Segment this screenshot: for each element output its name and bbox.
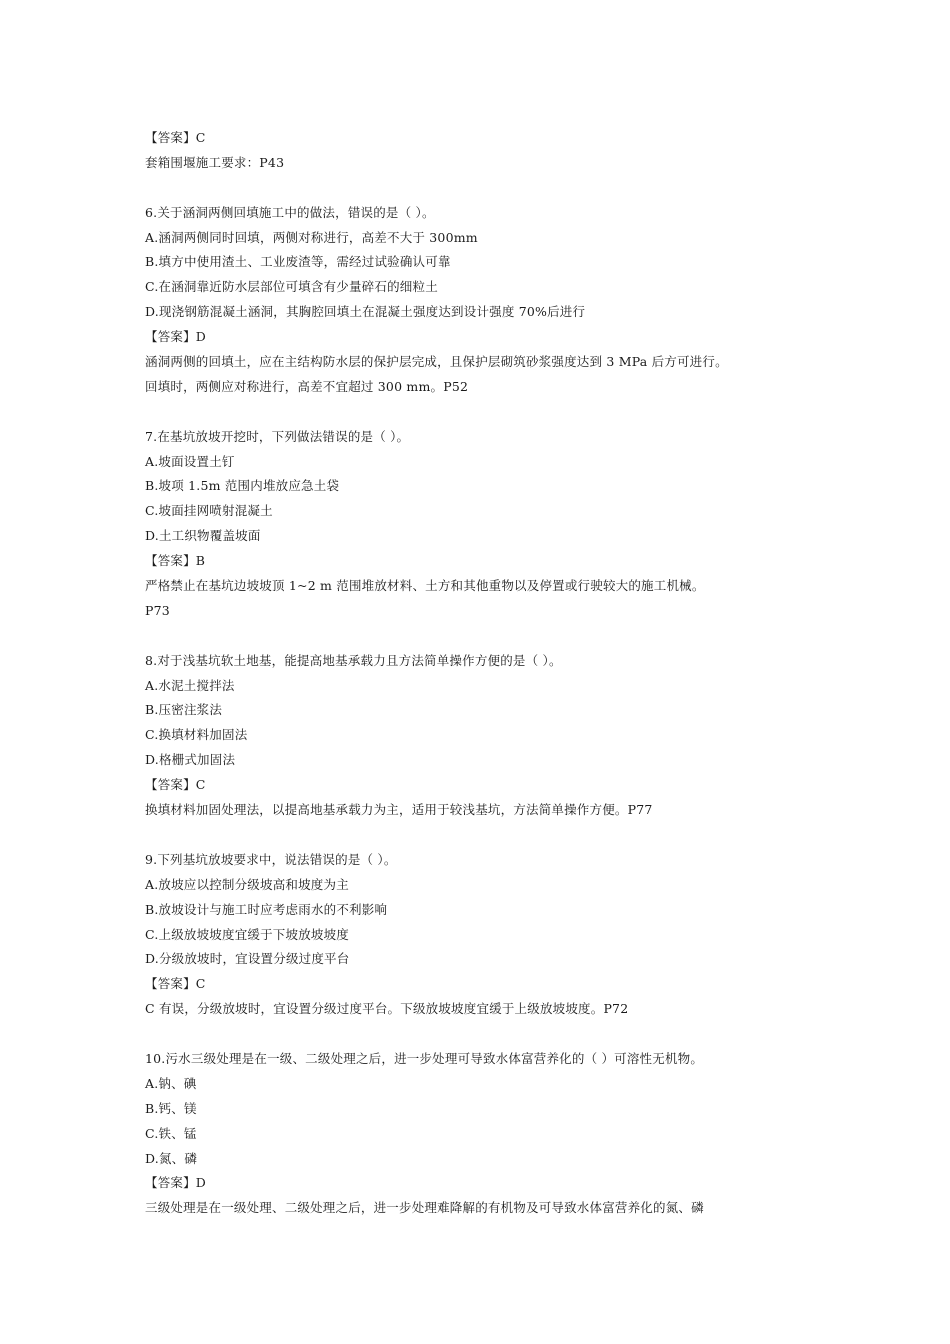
document-page <box>145 126 845 1221</box>
q10-option-d: D.氮、磷 <box>145 1150 198 1166</box>
q8-option-d: D.格栅式加固法 <box>145 752 236 768</box>
q9-question: 9.下列基坑放坡要求中，说法错误的是（ ）。 <box>145 851 397 867</box>
q10-option-b: B.钙、镁 <box>145 1100 197 1116</box>
q6-option-d: D.现浇钢筋混凝土涵洞，其胸腔回填土在混凝土强度达到设计强度 70%后进行 <box>145 304 586 320</box>
q7-option-d: D.土工织物覆盖坡面 <box>145 528 261 544</box>
q5-answer: 【答案】C <box>145 130 206 145</box>
q10-answer: 【答案】D <box>145 1175 207 1191</box>
spacer <box>145 1022 845 1047</box>
q6-answer: 【答案】D <box>145 329 207 345</box>
q10-option-a: A.钠、碘 <box>145 1075 197 1091</box>
q6-option-a: A.涵洞两侧同时回填，两侧对称进行，高差不大于 300mm <box>145 229 478 245</box>
q10-option-c: C.铁、锰 <box>145 1125 197 1141</box>
q7-option-a: A.坡面设置土钉 <box>145 453 235 469</box>
q7-option-b: B.坡项 1.5m 范围内堆放应急土袋 <box>145 478 340 494</box>
q8-option-c: C.换填材料加固法 <box>145 727 248 743</box>
q8-answer: 【答案】C <box>145 777 206 793</box>
q9-answer: 【答案】C <box>145 976 206 992</box>
q7-explanation-line-2: P73 <box>145 602 170 618</box>
q8-option-b: B.压密注浆法 <box>145 702 223 718</box>
q5-explanation: 套箱围堰施工要求：P43 <box>145 154 285 170</box>
q8-question: 8.对于浅基坑软土地基，能提高地基承载力且方法简单操作方便的是（ ）。 <box>145 652 562 668</box>
q6-option-b: B.填方中使用渣土、工业废渣等，需经过试验确认可靠 <box>145 254 451 270</box>
q7-answer: 【答案】B <box>145 553 206 569</box>
q6-explanation-line-1: 涵洞两侧的回填土，应在主结构防水层的保护层完成，且保护层砌筑砂浆强度达到 3 MPa 后方可进行。 <box>145 354 728 370</box>
q6-explanation-line-2: 回填时，两侧应对称进行，高差不宜超过 300 mm。P52 <box>145 378 469 394</box>
q9-explanation: C 有误，分级放坡时，宜设置分级过度平台。下级放坡坡度宜缓于上级放坡坡度。P72 <box>145 1001 629 1017</box>
q6-question: 6.关于涵洞两侧回填施工中的做法，错误的是（ ）。 <box>145 204 435 220</box>
q9-option-c: C.上级放坡坡度宜缓于下坡放坡坡度 <box>145 926 349 942</box>
q9-option-b: B.放坡设计与施工时应考虑雨水的不利影响 <box>145 901 388 917</box>
q9-option-d: D.分级放坡时，宜设置分级过度平台 <box>145 951 350 967</box>
spacer <box>145 823 845 848</box>
q9-option-a: A.放坡应以控制分级坡高和坡度为主 <box>145 876 349 892</box>
spacer <box>145 400 845 425</box>
q8-option-a: A.水泥土搅拌法 <box>145 677 235 693</box>
q7-explanation-line-1: 严格禁止在基坑边坡坡顶 1~2 m 范围堆放材料、土方和其他重物以及停置或行驶较大的施工机械。 <box>145 578 705 594</box>
spacer <box>145 176 845 201</box>
q10-question: 10.污水三级处理是在一级、二级处理之后，进一步处理可导致水体富营养化的（ ）可溶性无机物。 <box>145 1050 704 1066</box>
spacer <box>145 624 845 649</box>
q7-option-c: C.坡面挂网喷射混凝土 <box>145 503 273 519</box>
q6-option-c: C.在涵洞靠近防水层部位可填含有少量碎石的细粒土 <box>145 279 438 295</box>
q7-question: 7.在基坑放坡开挖时，下列做法错误的是（ ）。 <box>145 428 410 444</box>
q8-explanation: 换填材料加固处理法，以提高地基承载力为主，适用于较浅基坑，方法简单操作方便。P77 <box>145 802 653 818</box>
q10-explanation: 三级处理是在一级处理、二级处理之后，进一步处理难降解的有机物及可导致水体富营养化的氮、磷 <box>145 1200 704 1216</box>
